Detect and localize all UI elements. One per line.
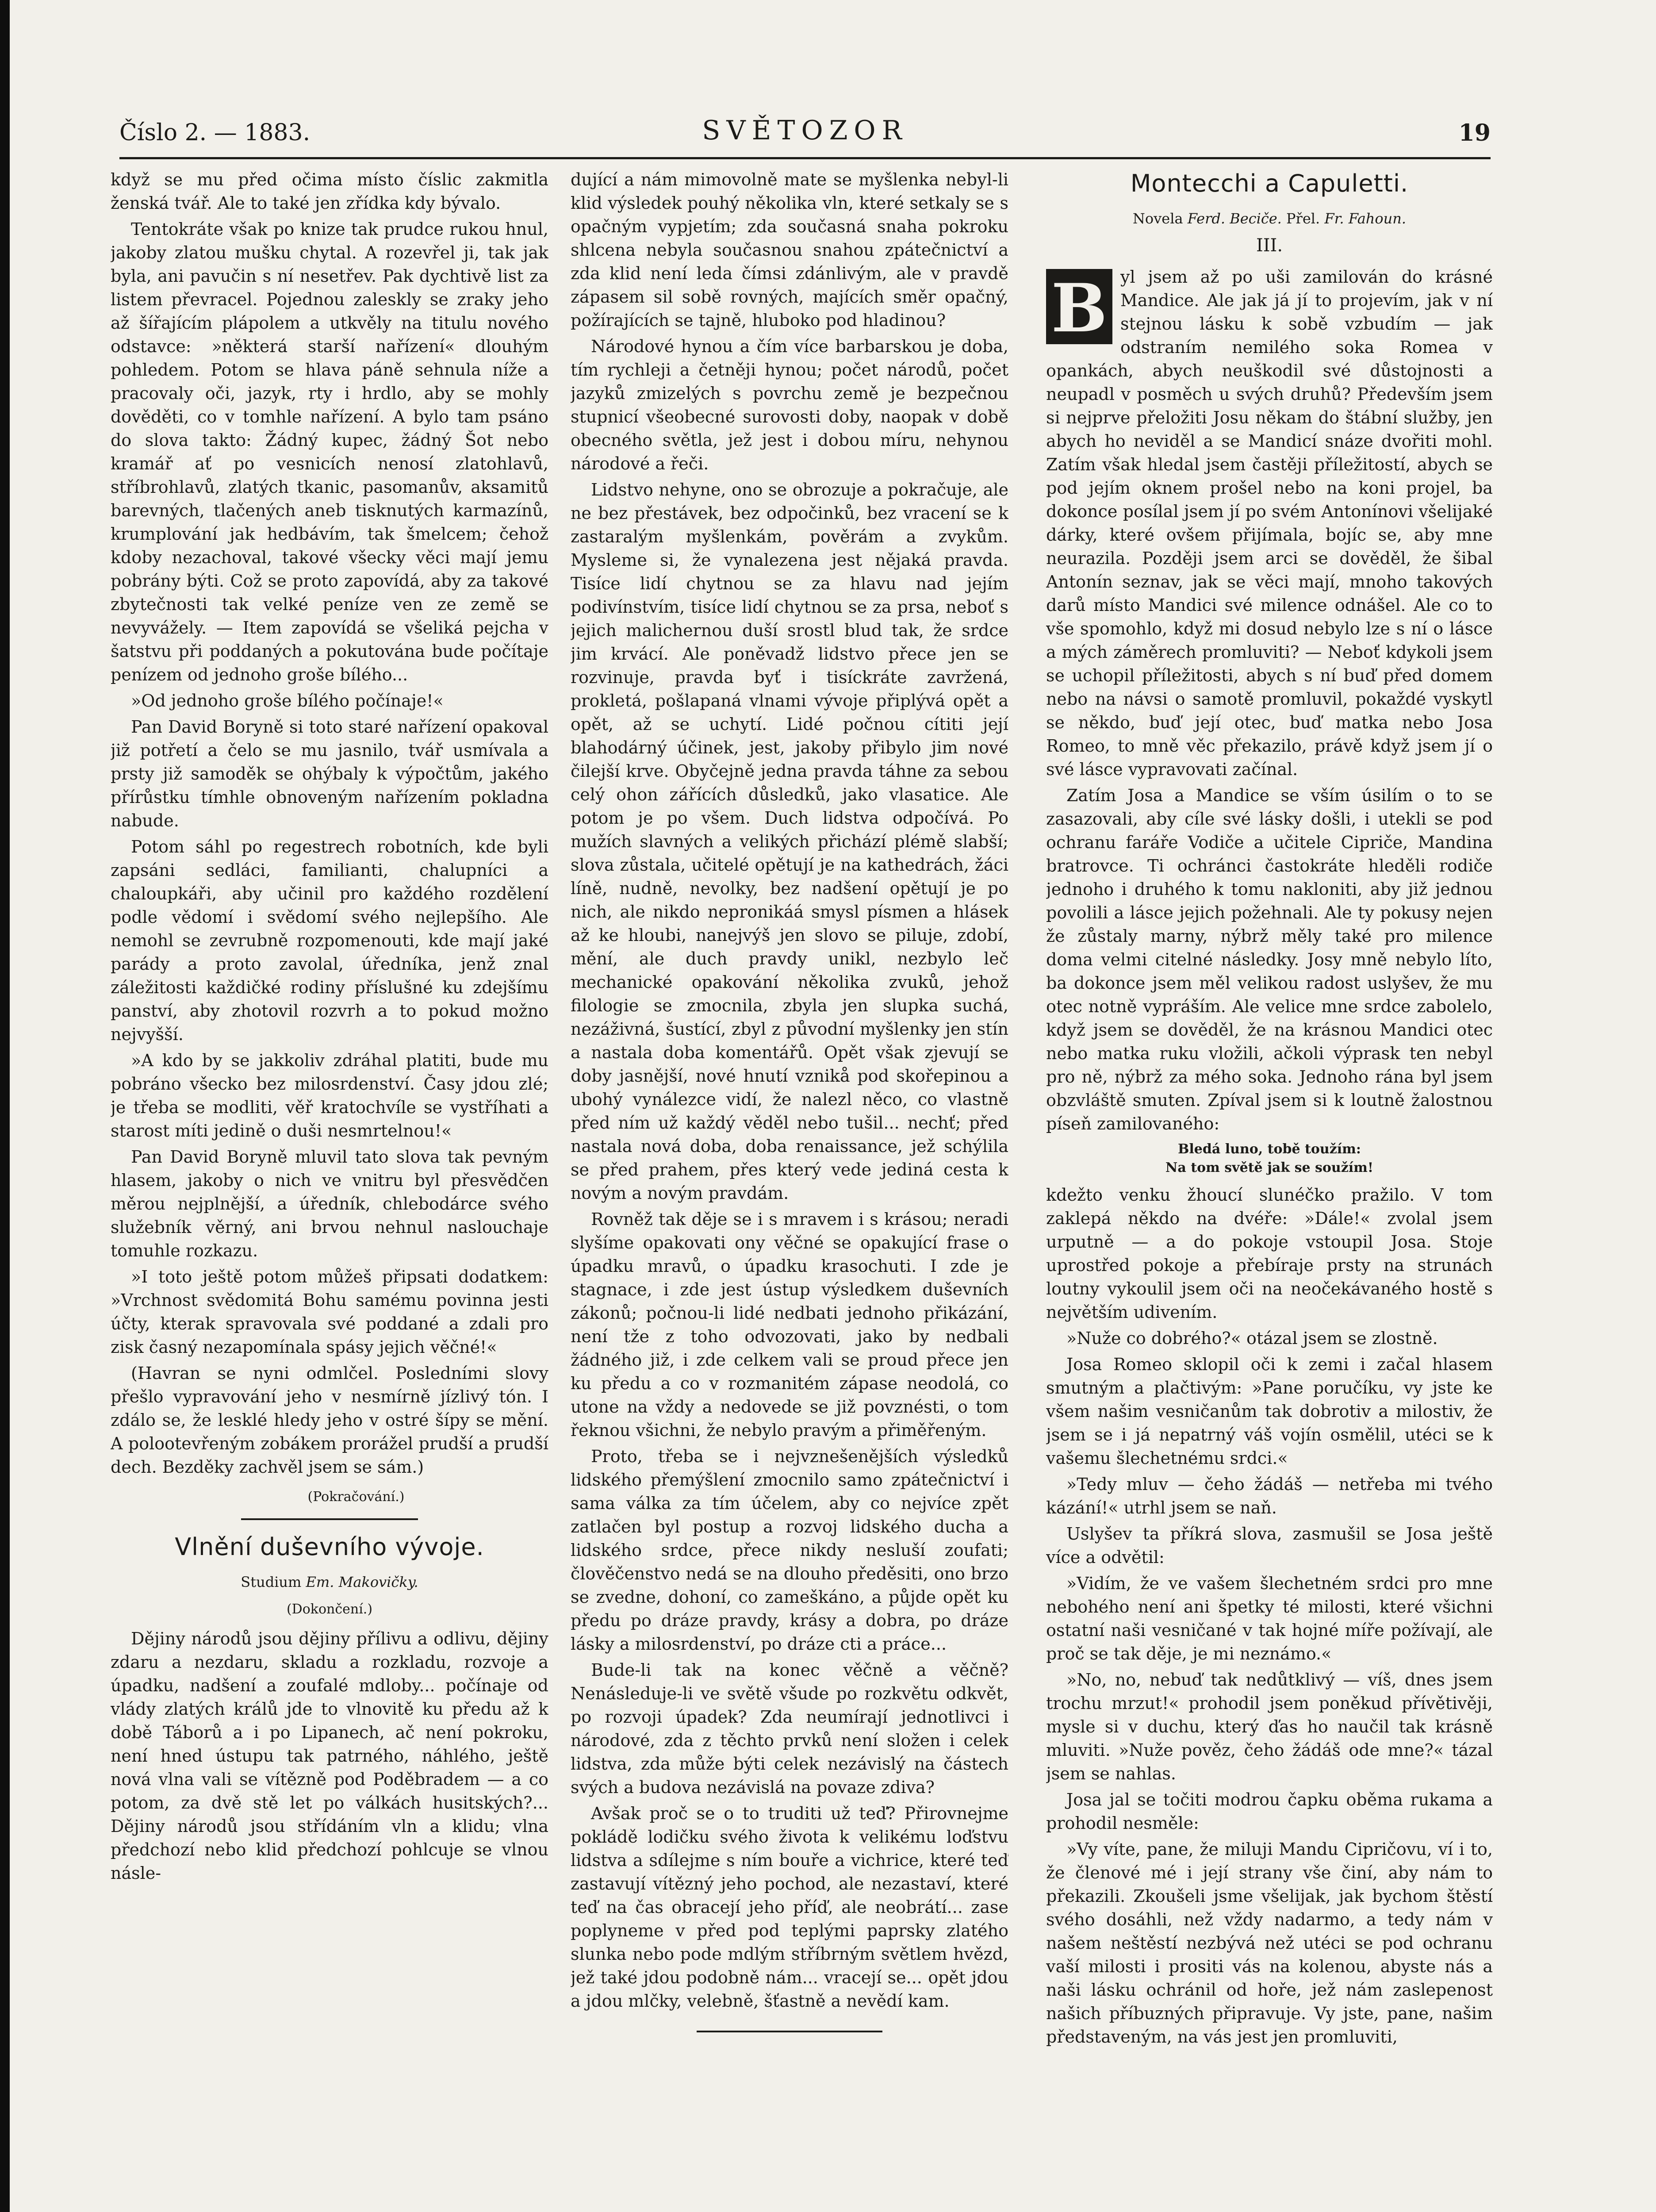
paragraph: Pan David Boryně mluvil tato slova tak pevným hlasem, jakoby o nich ve vnitru byl přesvědčen měrou nejplnější, a úředník, chlebodárce svého služebník věrný, ani brvou nehnul naslouchaje tomuhle rozkazu. — [111, 1147, 548, 1260]
paragraph: kdežto venku žhoucí slunéčko pražilo. V tom zaklepá někdo na dvéře: »Dále!« zvolal jsem urputně — a do pokoje vstoupil Josa. Stoje uprostřed pokoje a přebíraje prsty na strunách loutny vykoulil jsem oči na neočekávaného hostě s největším udivením. — [1046, 1185, 1493, 1322]
paragraph: Avšak proč se o to truditi už teď? Přirovnejme pokládě lodičku svého života k velikému loďstvu lidstva a sdílejme s ním bouře a vichrice, které teď zastavují vítězný jeho pochod, ale nezastaví, které teď na čas obracejí jeho příď, ale neobrátí... zase poplyneme v před pod teplými paprsky zlatého slunka nebo pode mdlým stříbrným světlem hvězd, jež také jdou podobně nám... vracejí se... opět jdou a jdou mlčky, velebně, šťastně a nevědí kam. — [571, 1804, 1008, 2011]
paragraph: Bude-li tak na konec věčně a věčně? Nenásleduje-li ve světě všude po rozkvětu odkvět, po rozvoji úpadek? Zda neumírají jednotlivci i národové, zda z těchto prvků není složen i celek lidstva, zda může býti celek nezávislý na částech svých a budova nezávislá na povaze zdiva? — [571, 1660, 1008, 1797]
paragraph: Potom sáhl po regestrech robotních, kde byli zapsáni sedláci, familianti, chalupníci a chaloupkáři, aby učinil pro každého rozdělení podle vědomí i svědomí svého nejlepšího. Ale nemohl se zevrubně rozpomenouti, kde mají jaké parády a proto zavolal, úředníka, jenž znal záležitosti každičké rodiny příslušné ku zdejšímu panství, aby zhotovil rozvrh a to pokud možno nejvyšší. — [111, 837, 548, 1044]
paragraph: »Tedy mluv — čeho žádáš — netřeba mi tvého kázání!« utrhl jsem se naň. — [1046, 1475, 1493, 1517]
paragraph: Uslyšev ta příkrá slova, zasmušil se Josa ještě více a odvětil: — [1046, 1524, 1493, 1567]
continuation-note: (Pokračování.) — [307, 1489, 405, 1505]
paragraph: Proto, třeba se i nejvznešenějších výsledků lidského přemýšlení zmocnilo samo zpátečnictví i sama válka za tím účelem, aby co nejvíce zpět zatlačen byl postup a rozvoj lidského ducha a lidského srdce, přece nikdy nesluší zoufati; člověčenstvo nedá se na dlouho předěsiti, ono brzo se zvedne, dohoní, co zameškáno, a půjde opět ku předu po dráze pravdy, krásy a dobra, po dráze lásky a milosrdenství, po dráze cti a práce... — [571, 1447, 1008, 1654]
paragraph: Rovněž tak děje se i s mravem i s krásou; neradi slyšíme opakovati ony věčné se opakující frase o úpadku mravů, o úpadku krasochuti. I zde je stagnace, i zde jest ústup výsledkem duševních zákonů; počnou-li lidé nedbati jednoho přikázání, není tže z toho odvozovati, jako by nedbali žádného již, i zde celkem vali se proud přece jen ku předu a co v rozmanitém zápase neodolá, co utone na vždy a nedovede se již povznésti, o tom řeknou všichni, že nebylo pravým a přiměřeným. — [571, 1210, 1008, 1440]
article-subtitle: (Dokončení.) — [286, 1601, 373, 1617]
paragraph: dující a nám mimovolně mate se myšlenka nebyl-li klid výsledek pouhý několika vln, které setkaly se s opačným vypjetím; zda současná snaha pokroku shlcena nebyla současnou snahou zpátečnictví a zda klid není leda čímsi zdánlivým, ale v pravdě zápasem sil sobě rovných, majících směr opačný, požírajících se tajně, hluboko pod hladinou? — [571, 170, 1008, 330]
scan-edge — [0, 0, 10, 2212]
paragraph: »A kdo by se jakkoliv zdráhal platiti, bude mu pobráno všecko bez milosrdenství. Časy jdou zlé; je třeba se modliti, věř kratochvíle se vystříhati a starost míti jedině o duši nesmrtelnou!« — [111, 1051, 548, 1141]
translator-name: Fr. Fahoun. — [1324, 210, 1407, 227]
byline-prefix: Studium — [241, 1574, 302, 1590]
article-byline — [111, 1571, 548, 1594]
paragraph: Národové hynou a čím více barbarskou je doba, tím rychleji a četněji hynou; počet národů, počet jazyků zmizelých s povrchu země je bezpečnou stupnicí všeobecné surovosti doby, naopak v době obecného světla, jež jest i dobou míru, nehynou národové a řeči. — [571, 337, 1008, 473]
column-middle — [571, 168, 1008, 2181]
verse-line: Bledá luno, tobě toužím: — [1178, 1141, 1361, 1157]
byline-prefix: Novela — [1132, 210, 1183, 227]
paragraph: když se mu před očima místo číslic zakmitla ženská tvář. Ale to také jen zřídka kdy bývalo. — [111, 170, 548, 213]
paragraph: Pan David Boryně si toto staré nařízení opakoval již potřetí a čelo se mu jasnilo, tvář usmívala a prsty již samoděk se ohýbaly k výpočtům, jakého přírůstku tímhle obnoveným nařízením pokladna nabude. — [111, 717, 548, 830]
paragraph: »Od jednoho groše bílého počínaje!« — [131, 691, 444, 710]
paragraph: Lidstvo nehyne, ono se obrozuje a pokračuje, ale ne bez přestávek, bez odpočinků, bez vracení se k zastaralým myšlenkám, pověrám a zvykům. Mysleme si, že vynalezena jest nějaká pravda. Tisíce lidí chytnou se za hlavu nad jejím podivínstvím, tisíce lidí chytnou se za prsa, neboť s jejich malichernou duší srostl blud tak, že srdce jim krvácí. Ale poněvadž lidstvo přece jen se rozvinuje, pravda byť i tisíckráte zavržená, prokletá, pošlapaná vlnami vývoje připlývá opět a opět, až se uchytí. Lidé počnou cítiti její blahodárný účinek, jest, jakoby přibylo jim nové čilejší krve. Obyčejně jedna pravda táhne za sebou celý ohon zářících důsledků, jako vlasatice. Ale potom je po všem. Duch lidstva odpočívá. Po mužích slavných a velikých přichází plémě slabší; slova zůstala, učitelé opětují je na kathedrách, žáci líně, nudně, nevolky, bez nadšení opětují je po nich, ale nikdo nepronikáá smysl písmen a hlásek až ke hloubi, nanejvýš jen slovo se piluje, zdobí, mění, ale duch pravdy unikl, nezbylo leč mechanické opakování několika zvuků, jehož filologie se zmocnila, zbyla jen slupka suchá, nezáživná, šustící, zbyl z původní myšlenky jen stín a nastala doba komentářů. Opět však zjevují se doby jasnější, nové hnutí vznikå pod skořepinou a ubohý vynálezce vidí, že nalezl něco, co vlastně před ním už každý věděl nebo tušil... nechť; před nastala nová doba, doba renaissance, jež schýlila se před prahem, přes který vede jediná cesta k novým a novým pravdám. — [571, 480, 1008, 1203]
paragraph: »No, no, nebuď tak nedůtklivý — víš, dnes jsem trochu mrzut!« prohodil jsem poněkud přívětivěji, mysle si v duchu, který ďas ho naučil tak krásně mluviti. »Nuže pověz, čeho žádáš ode mne?« tázal jsem se nahlas. — [1046, 1670, 1493, 1783]
author-name: Ferd. Beciče. — [1187, 210, 1282, 227]
paragraph: »I toto ještě potom můžeš připsati dodatkem: »Vrchnost svědomitá Bohu samému povinna jesti účty, kterak spravovala své poddané a zdali pro zisk časný nezapomínala spásy jejich věčné!« — [111, 1267, 548, 1357]
header-rule — [119, 157, 1491, 159]
song-verse — [1046, 1140, 1493, 1177]
paragraph: Dějiny národů jsou dějiny přílivu a odlivu, dějiny zdaru a nezdaru, skladu a rozkladu, rozvoje a úpadku, nadšení a zoufalé mdloby... počínaje od vlády zlatých králů jde to vlnovitě ku předu až k době Táborů a i po Lipanech, ač není pokroku, není hned ústupu tak patrného, náhlého, ještě nová vlna vali se vítězně pod Poděbradem — a co potom, za dvě stě let po válkách husitských?... Dějiny národů jsou střídáním vln a klidu; vlna předchozí nebo klid předchozí pohlcuje se vlnou násle- — [111, 1629, 548, 1883]
paragraph: »Nuže co dobrého?« otázal jsem se zlostně. — [1066, 1329, 1438, 1348]
page-number: 19 — [1458, 119, 1491, 146]
paragraph: Josa Romeo sklopil oči k zemi i začal hlasem smutným a plačtivým: »Pane poručíku, vy jste ke všem našim vesničanům tak dobrotiv a milostiv, že jsem se i já nepatrný váš vojín osmělil, utéci se k vašemu šlechetnému srdci.« — [1046, 1355, 1493, 1468]
section-divider — [241, 1518, 418, 1520]
issue-number: Číslo 2. — 1883. — [119, 119, 310, 146]
drop-cap-initial: B — [1046, 269, 1112, 344]
article-title: Vlnění duševního vývoje. — [175, 1533, 484, 1561]
column-right — [1046, 168, 1493, 2181]
paragraph: »Vidím, že ve vašem šlechetném srdci pro mne nebohého není ani špetky té milosti, které všichni ostatní naši vesničané v tak hojné míře požívají, ale proč se tak děje, je mi neznámo.« — [1046, 1574, 1493, 1663]
article-byline — [1046, 207, 1493, 230]
column-left — [111, 168, 548, 2181]
article-end-rule — [697, 2031, 882, 2032]
newspaper-page — [80, 0, 1583, 2212]
author-name: Em. Makovičky. — [306, 1574, 418, 1590]
paragraph: yl jsem až po uši zamilován do krásné Mandice. Ale jak já jí to projevím, jak v ní stejnou lásku k sobě vzbudím — jak odstraním nemilého soka Romea v opankách, abych neuškodil své důstojnosti a neupadl v posměch u svých druhů? Především jsem si nejprve přeložiti Josu někam do štábní služby, jen abych ho neviděl a se Mandicí snáze dvořiti mohl. Zatím však hledal jsem častěji příležitostí, abych se pod jejím oknem prošel nebo na koni projel, ba dokonce posílal jsem jí po svém Antonínovi všelijaké dárky, které ovšem přijímala, bojíc se, aby mne neurazila. Později jsem arci se dověděl, že šibal Antonín seznav, jak se věci mají, mnoho takových darů místo Mandici své milence odnášel. Ale co to vše spomohlo, když mi dosud nebylo lze s ní o lásce a mých záměrech promluviti? — Neboť kdykoli jsem se uchopil příležitosti, abych s ní buď před domem nebo na návsi o samotě promluvil, pokaždé vyskytl se někdo, buď její otec, buď matka nebo Josa Romeo, to mně věc překazilo, právě když jsem jí o své lásce vypravovati začínal. — [1046, 267, 1493, 779]
first-paragraph — [1046, 265, 1493, 781]
verse-line: Na tom světě jak se soužím! — [1165, 1160, 1374, 1175]
translator-prefix: Přel. — [1286, 210, 1320, 227]
paragraph: (Havran se nyni odmlčel. Posledními slovy přešlo vypravování jeho v nesmírně jízlivý tón. I zdálo se, že lesklé hledy jeho v ostré šípy se mění. A polootevřeným zobákem prorážel prudší a prudší dech. Bezděky zachvěl jsem se sám.) — [111, 1363, 548, 1477]
article-title: Montecchi a Capuletti. — [1130, 169, 1409, 197]
paragraph: »Vy víte, pane, že miluji Mandu Cipričovu, ví i to, že členové mé i její strany vše činí, aby nám to překazili. Zkoušeli jsme všelijak, jak bychom štěstí svého dosáhli, než vždy nadarmo, a tedy nám v našem neštěstí nezbývá než utéci se pod ochranu vaší milosti i prositi vás na kolenou, abyste nás a naši lásku ochránil od hoře, jež nám zaslepenost našich příbuzných připravuje. Vy jste, pane, našim představeným, na vás jest jen promluviti, — [1046, 1839, 1493, 2047]
page-header — [119, 115, 1491, 150]
masthead-title: SVĚTOZOR — [702, 115, 908, 146]
paragraph: Zatím Josa a Mandice se vším úsilím o to se zasazovali, aby cíle své lásky došli, i utekli se pod ochranu faráře Vodiče a učitele Cipriče, Mandina bratrovce. Ti ochránci častokráte hleděli rodiče jednoho i druhého k tomu nakloniti, aby již jednou povolili a lásce jejich požehnali. Ale ty pokusy nejen že zůstaly marny, nýbrž měly také pro milence doma velmi citelné následky. Josy mně nebylo líto, ba dokonce jsem měl velikou radost uslyšev, že mu otec notně vypráším. Ale velice mne srdce zabolelo, když jsem se dověděl, že na krásnou Mandici otec nebo matka ruku vložili, ačkoli výprask ten nebyl pro ně, nýbrž za mého soka. Jednoho rána byl jsem obzvláště smuten. Zpíval jsem si k loutně žalostnou píseň zamilovaného: — [1046, 786, 1493, 1133]
chapter-number: III. — [1256, 235, 1283, 256]
paragraph: Tentokráte však po knize tak prudce rukou hnul, jakoby zlatou mušku chytal. A rozevřel ji, tak jak byla, ani pavučin s ní nesetřev. Pak dychtivě list za listem převracel. Pojednou zaleskly se zraky jeho až šířajícím plápolem a utkvěly na titulu nového odstavce: »některá starší nařízení« dlouhým pohledem. Potom se hlava páně sehnula níže a pracovaly oči, jazyk, rty i hrdlo, aby se mohly dověděti, co v tomhle nařízení. A bylo tam psáno do slova takto: Žádný kupec, žádný Šot nebo kramář ať po vesnicích nenosí zlatohlavů, stříbrohlavů, zlatých tkanic, pasomanův, aksamitů barevných, tlačených aneb tisknutých karmazínů, krumplování jak hedbávím, tak šmelcem; čehož kdoby nezachoval, takové všecky věci mají jemu pobrány býti. Což se proto zapovídá, aby za takové zbytečnosti tak velké peníze ven ze země se nevyvážely. — Item zapovídá se všeliká pejcha v šatstvu při poddaných a pokutována bude počítaje penízem od jednoho groše bílého... — [111, 219, 548, 684]
paragraph: Josa jal se točiti modrou čapku oběma rukama a prohodil nesměle: — [1046, 1790, 1493, 1833]
